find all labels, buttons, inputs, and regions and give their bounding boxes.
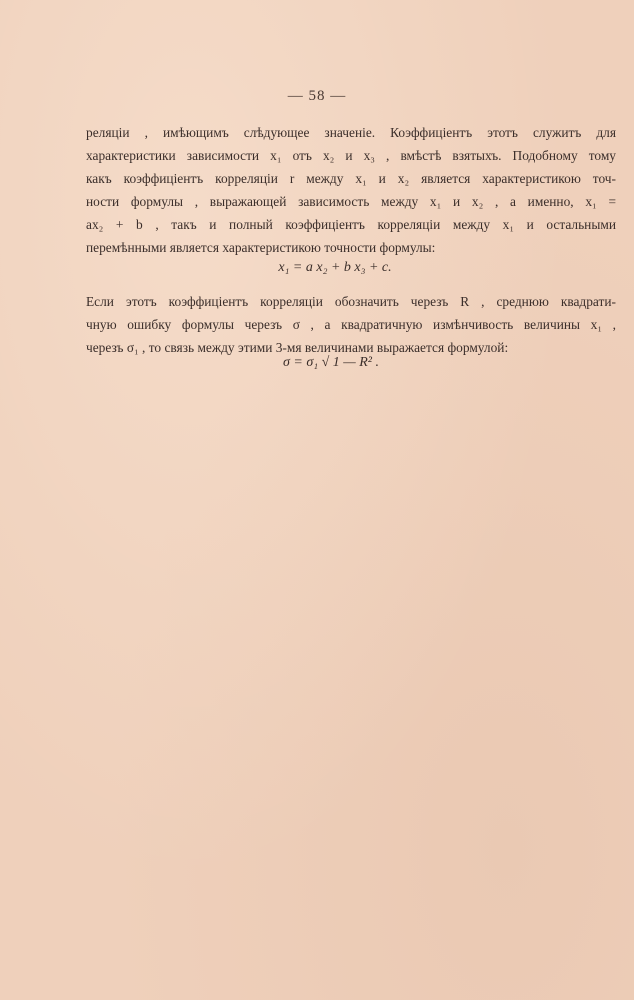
page-number: — 58 — bbox=[287, 88, 347, 104]
text-line: чную ошибку формулы черезъ σ , а квадратичную измѣнчивость величины x₁ , bbox=[86, 317, 616, 332]
text-line: какъ коэффиціентъ корреляціи r между x₁ и x₂ является характеристикою точ- bbox=[86, 171, 616, 186]
regression-formula: x₁ = a x₂ + b x₃ + c. bbox=[278, 260, 392, 275]
text-line: ax₂ + b , такъ и полный коэффиціентъ корреляціи между x₁ и остальными bbox=[86, 217, 616, 232]
text-line: ности формулы , выражающей зависимость между x₁ и x₂ , а именно, x₁ = bbox=[86, 194, 616, 209]
text-line: характеристики зависимости x₁ отъ x₂ и x₃ , вмѣстѣ взятыхъ. Подобному тому bbox=[86, 148, 616, 163]
error-formula: σ = σ₁ √ 1 — R² . bbox=[282, 355, 379, 370]
text-line: Если этотъ коэффиціентъ корреляціи обозначить черезъ R , среднюю квадрати- bbox=[86, 294, 616, 309]
paragraph-error-relation bbox=[86, 290, 616, 359]
text-line: перемѣнными является характеристикою точности формулы: bbox=[86, 240, 436, 255]
paragraph-correlation-definition bbox=[86, 121, 616, 259]
text-line: черезъ σ₁ , то связь между этими 3-мя величинами выражается формулой: bbox=[86, 340, 509, 355]
text-line: реляціи , имѣющимъ слѣдующее значеніе. Коэффиціентъ этотъ служитъ для bbox=[86, 125, 616, 140]
